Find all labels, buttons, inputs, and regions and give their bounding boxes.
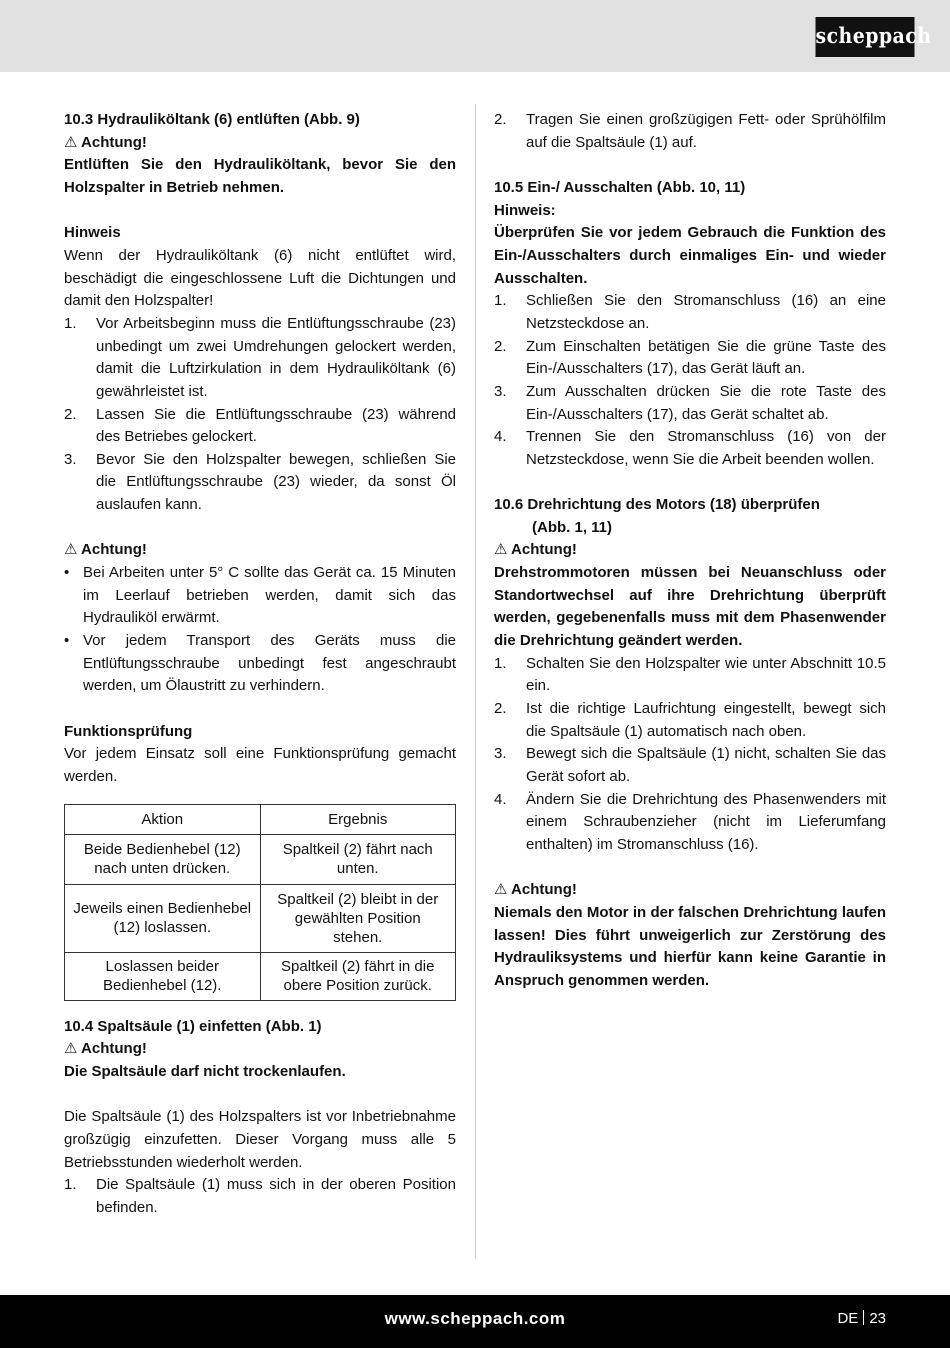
column-divider <box>475 104 476 1259</box>
page-number: 23 <box>869 1310 886 1327</box>
table-header-row <box>65 804 456 834</box>
list-item: 1. Vor Arbeitsbeginn muss die Entlüftungsschraube (23) unbedingt um zwei Umdrehungen gelockert werden, damit die Luftzirkulation in dem Hydrauliköltank (6) gewährleistet ist. <box>64 314 456 400</box>
brand-logo: scheppach <box>816 17 915 57</box>
list-item: 3. Zum Ausschalten drücken Sie die rote Taste des Ein-/Ausschalters (17), das Gerät schaltet ab. <box>494 382 886 423</box>
warning-label: ⚠ Achtung! <box>494 881 577 899</box>
warning-label: ⚠ Achtung! <box>64 1040 147 1058</box>
warning-text: Die Spaltsäule darf nicht trockenlaufen. <box>64 1062 346 1080</box>
warning-text: Drehstrommotoren müssen bei Neuanschluss oder Standortwechsel auf ihre Drehrichtung überprüft werden, gegebenenfalls muss mit dem Phasenwender die Drehrichtung geändert werden. <box>494 564 886 650</box>
warning-text: Niemals den Motor in der falschen Drehrichtung laufen lassen! Dies führt unweigerlich zur Zerstörung des Hydrauliksystems und hierfür kann keine Garantie in Anspruch genommen werden. <box>494 903 886 989</box>
list-item: 3. Bewegt sich die Spaltsäule (1) nicht, schalten Sie das Gerät sofort ab. <box>494 745 886 785</box>
list-item: 2. Lassen Sie die Entlüftungsschraube (23) während des Betriebes gelockert. <box>64 405 456 446</box>
greasing-steps-continued <box>494 109 886 154</box>
table-cell: Spaltkeil (2) bleibt in der gewählten Position stehen. <box>260 884 456 952</box>
warning-text: Entlüften Sie den Hydrauliköltank, bevor Sie den Holzspalter in Betrieb nehmen. <box>64 156 456 196</box>
list-item: 4. Trennen Sie den Stromanschluss (16) von der Netzsteckdose, wenn Sie die Arbeit beenden wollen. <box>494 428 886 468</box>
separator <box>863 1310 864 1325</box>
warning-label: ⚠ Achtung! <box>494 541 577 559</box>
warning-bullets <box>64 562 456 698</box>
list-item: 3. Bevor Sie den Holzspalter bewegen, schließen Sie die Entlüftungsschraube (23) wieder, da sonst Öl auslaufen kann. <box>64 450 456 514</box>
table-cell: Spaltkeil (2) fährt nach unten. <box>260 834 456 884</box>
hint-title: Hinweis <box>64 224 121 242</box>
language-code: DE <box>837 1310 859 1327</box>
list-item: • Bei Arbeiten unter 5° C sollte das Gerät ca. 15 Minuten im Leerlauf betrieben werden, damit sich das Hydrauliköl erwärmt. <box>64 564 456 627</box>
left-column <box>64 109 456 1220</box>
hint-text: Wenn der Hydrauliköltank (6) nicht entlüftet wird, beschädigt die eingeschlossene Luft die Dichtungen und damit den Holzspalter! <box>64 246 456 310</box>
list-item: 2. Tragen Sie einen großzügigen Fett- oder Sprühölfilm auf die Spaltsäule (1) auf. <box>494 111 886 151</box>
table-cell: Beide Bedienhebel (12) nach unten drücken. <box>65 834 261 884</box>
list-item: • Vor jedem Transport des Geräts muss die Entlüftungsschraube unbedingt fest angeschraubt werden, um Ölaustritt zu verhindern. <box>64 632 456 695</box>
direction-steps <box>494 653 886 857</box>
hint-text: Überprüfen Sie vor jedem Gebrauch die Funktion des Ein-/Ausschalters durch einmaliges Ein- und wieder Ausschalten. <box>494 224 886 287</box>
table-cell: Jeweils einen Bedienhebel (12) loslassen. <box>65 884 261 952</box>
table-header-cell: Aktion <box>65 804 261 834</box>
switch-steps <box>494 290 886 471</box>
list-item: 1. Schalten Sie den Holzspalter wie unter Abschnitt 10.5 ein. <box>494 654 886 695</box>
table-row <box>65 834 456 884</box>
list-item: 2. Zum Einschalten betätigen Sie die grüne Taste des Ein-/Ausschalters (17), das Gerät läuft an. <box>494 337 886 378</box>
function-test-title: Funktionsprüfung <box>64 722 193 740</box>
function-test-table <box>64 804 456 1001</box>
warning-label: ⚠ Achtung! <box>64 541 147 559</box>
table-cell: Loslassen beider Bedienhebel (12). <box>65 952 261 1000</box>
section-10-4-title: 10.4 Spaltsäule (1) einfetten (Abb. 1) <box>64 1017 322 1035</box>
venting-steps <box>64 313 456 517</box>
list-item: 4. Ändern Sie die Drehrichtung des Phasenwenders mit einem Schraubenzieher (nicht im Lieferumfang enthalten) im Stromanschluss (16). <box>494 790 886 853</box>
list-item: 1. Schließen Sie den Stromanschluss (16) an eine Netzsteckdose an. <box>494 292 886 332</box>
table-row <box>65 884 456 952</box>
warning-label: ⚠ Achtung! <box>64 133 147 151</box>
table-row <box>65 952 456 1000</box>
list-item: 2. Ist die richtige Laufrichtung eingestellt, bewegt sich die Spaltsäule (1) automatisch nach oben. <box>494 700 886 740</box>
page-indicator <box>837 1310 886 1327</box>
function-test-text: Vor jedem Einsatz soll eine Funktionsprüfung gemacht werden. <box>64 745 456 785</box>
greasing-steps <box>64 1174 456 1219</box>
table-cell: Spaltkeil (2) fährt in die obere Position zurück. <box>260 952 456 1000</box>
table-header-cell: Ergebnis <box>260 804 456 834</box>
hint-title: Hinweis: <box>494 201 556 219</box>
list-item: 1. Die Spaltsäule (1) muss sich in der oberen Position befinden. <box>64 1176 456 1216</box>
page-header <box>0 0 950 72</box>
right-column <box>494 109 886 993</box>
section-10-3-title: 10.3 Hydrauliköltank (6) entlüften (Abb. 9) <box>64 111 360 128</box>
section-10-6-title: 10.6 Drehrichtung des Motors (18) überprüfen <box>494 496 820 514</box>
website-link[interactable]: www.scheppach.com <box>384 1309 566 1328</box>
section-10-6-subtitle: (Abb. 1, 11) <box>532 518 613 536</box>
greasing-text: Die Spaltsäule (1) des Holzspalters ist vor Inbetriebnahme großzügig einzufetten. Dieser Vorgang muss alle 5 Betriebsstunden wiederholt werden. <box>64 1108 456 1171</box>
page-footer <box>0 1295 950 1348</box>
section-10-5-title: 10.5 Ein-/ Ausschalten (Abb. 10, 11) <box>494 178 746 196</box>
